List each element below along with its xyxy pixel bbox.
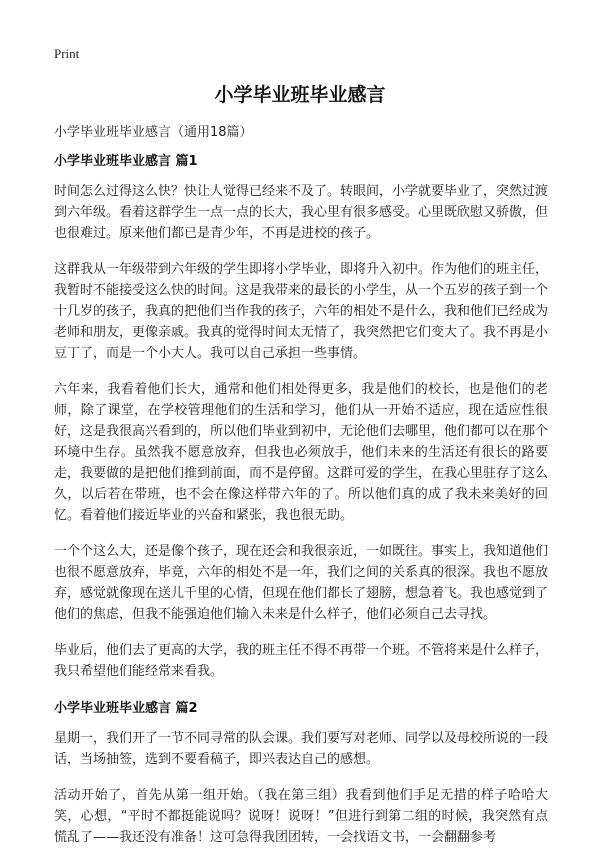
paragraph: 一个个这么大，还是像个孩子，现在还会和我很亲近，一如既往。事实上，我知道他们也很不愿意放弃，毕竟，六年的相处不是一年，我们之间的关系真的很深。我也不愿放弃，感觉就像现在送儿千里的心情，但现在他们都长了翅膀，想急着飞。我也感觉到了他们的焦虑，但我不能强迫他们输入未来是什么样子，他们必须自己去寻找。 — [54, 544, 549, 622]
paragraph: 六年来，我看着他们长大，通常和他们相处得更多，我是他们的校长，也是他们的老师，除了课堂，在学校管理他们的生活和学习，他们从一开始不适应，现在适应性很好，这是我很高兴看到的，所以他们毕业到初中，无论他们去哪里，他们都可以在那个环境中生存。虽然我不愿意放弃，但我也必须放手，他们未来的生活还有很长的路要走，我要做的是把他们推到前面，而不是停留。这群可爱的学生，在我心里驻存了这么久，以后若在带班，也不会在像这样带六年的了。所以他们真的成了我未来美好的回忆。看着他们接近毕业的兴奋和紧张，我也很无助。 — [54, 382, 549, 523]
section-1 — [54, 150, 548, 682]
print-label: Print — [54, 46, 80, 61]
paragraph: 时间怎么过得这么快？快让人觉得已经来不及了。转眼间，小学就要毕业了，突然过渡到六年级。看着这群学生一点一点的长大，我心里有很多感受。心里既欣慰又骄傲，但也很难过。原来他们都已是青少年，不再是进校的孩子。 — [54, 184, 549, 241]
document-subtitle: 小学毕业班毕业感言（通用18篇） — [54, 125, 253, 140]
section-heading: 小学毕业班毕业感言 篇2 — [54, 701, 198, 716]
paragraph: 这群我从一年级带到六年级的学生即将小学毕业，即将升入初中。作为他们的班主任，我暂时不能接受这么快的时间。这是我带来的最长的小学生，从一个五岁的孩子到一个十几岁的孩子，我真的把他们当作我的孩子，六年的相处不是什么，我和他们已经成为老师和朋友，更像亲戚。我真的觉得时间太无情了，我突然把它们变大了。我不再是小豆丁了，而是一个小大人。我可以自己承担一些事情。 — [54, 262, 549, 361]
section-heading: 小学毕业班毕业感言 篇1 — [54, 154, 198, 169]
paragraph: 活动开始了，首先从第一组开始。（我在第三组）我看到他们手足无措的样子哈哈大笑，心想，“平时不都挺能说吗？说呀！说呀！”但进行到第二组的时候，我突然有点慌乱了——我还没有准备！这可急得我团团转，一会找语文书，一会翻翻参考 — [54, 788, 548, 845]
paragraph: 星期一，我们开了一节不同寻常的队会课。我们要写对老师、同学以及母校所说的一段话，当场抽签，选到不要看稿子，即兴表达自己的感想。 — [54, 731, 549, 767]
paragraph: 毕业后，他们去了更高的大学，我的班主任不得不再带一个班。不管将来是什么样子，我只希望他们能经常来看我。 — [54, 643, 549, 679]
section-2 — [54, 697, 548, 848]
document-body — [54, 150, 548, 863]
document-title: 小学毕业班毕业感言 — [214, 84, 386, 106]
